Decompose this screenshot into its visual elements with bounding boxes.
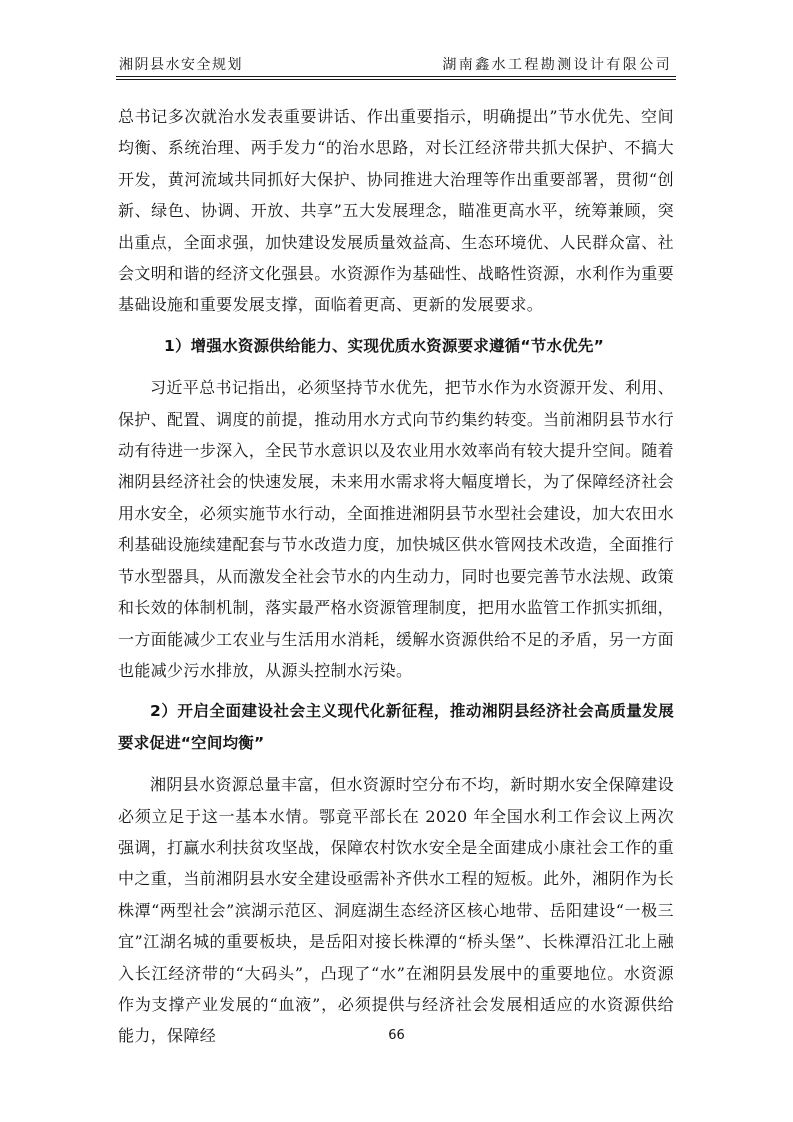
body-paragraph: 习近平总书记指出，必须坚持节水优先，把节水作为水资源开发、利用、保护、配置、调度的前提，推动用水方式向节约集约转变。当前湘阴县节水行动有待进一步深入，全民节水意识以及农业用水效率尚有较大提升空间。随着湘阴县经济社会的快速发展，未来用水需求将大幅度增长，为了保障经济社会用水安全，必须实施节水行动，全面推进湘阴县节水型社会建设，加大农田水利基础设施续建配套与节水改造力度，加快城区供水管网技术改造，全面推行节水型器具，从而激发全社会节水的内生动力，同时也要完善节水法规、政策和长效的体制机制，落实最严格水资源管理制度，把用水监管工作抓实抓细，一方面能减少工农业与生活用水消耗，缓解水资源供给不足的矛盾，另一方面也能减少污水排放，从源头控制水污染。 (118, 378, 674, 680)
section-heading: 1）增强水资源供给能力、实现优质水资源要求遵循“节水优先” (164, 336, 604, 355)
page-number: 66 (388, 1028, 405, 1043)
header-document-title: 湘阴县水安全规划 (119, 57, 243, 73)
section-heading: 2）开启全面建设社会主义现代化新征程，推动湘阴县经济社会高质量发展要求促进“空间均衡” (118, 702, 674, 752)
header-company-name: 湖南鑫水工程勘测设计有限公司 (442, 57, 672, 73)
document-body (118, 101, 674, 1052)
body-paragraph: 湘阴县水资源总量丰富，但水资源时空分布不均，新时期水安全保障建设必须立足于这一基本水情。鄂竟平部长在 2020 年全国水利工作会议上两次强调，打赢水利扶贫攻坚战，保障农村饮水安全是全面建成小康社会工作的重中之重，当前湘阴县水安全建设亟需补齐供水工程的短板。此外，湘阴作为长株潭“两型社会”滨湖示范区、洞庭湖生态经济区核心地带、岳阳建设“一极三宜”江湖名城的重要板块，是岳阳对接长株潭的“桥头堡”、长株潭沿江北上融入长江经济带的“大码头”，凸现了“水”在湘阴县发展中的重要地位。水资源作为支撑产业发展的“血液”，必须提供与经济社会发展相适应的水资源供给能力，保障经 (118, 775, 674, 1046)
header-divider (116, 76, 676, 80)
body-paragraph: 总书记多次就治水发表重要讲话、作出重要指示，明确提出”节水优先、空间均衡、系统治理、两手发力“的治水思路，对长江经济带共抓大保护、不搞大开发，黄河流域共同抓好大保护、协同推进大治理等作出重要部署，贯彻“创新、绿色、协调、开放、共享”五大发展理念，瞄准更高水平，统筹兼顾，突出重点，全面求强，加快建设发展质量效益高、生态环境优、人民群众富、社会文明和谐的经济文化强县。水资源作为基础性、战略性资源，水利作为重要基础设施和重要发展支撑，面临着更高、更新的发展要求。 (118, 107, 674, 315)
